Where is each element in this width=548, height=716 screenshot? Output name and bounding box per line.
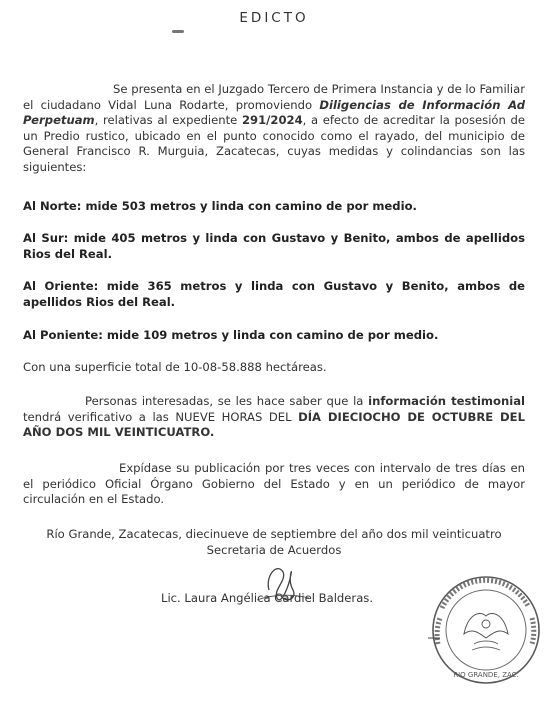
boundary-east: Al Oriente: mide 365 metros y linda con Gustavo y Benito, ambos de apellidos Rios del Real. bbox=[23, 279, 525, 309]
hearing-text-2: tendrá verificativo a las NUEVE HORAS DEL bbox=[23, 409, 299, 424]
hearing-text-1: Personas interesadas, se les hace saber que la bbox=[85, 394, 369, 408]
seal-caption: RIO GRANDE, ZAC. bbox=[453, 671, 519, 679]
scan-mark bbox=[172, 30, 184, 33]
boundary-north: Al Norte: mide 503 metros y linda con camino de por medio. bbox=[23, 199, 417, 213]
intro-paragraph bbox=[23, 82, 525, 176]
court-seal bbox=[428, 574, 544, 686]
place-date: Río Grande, Zacatecas, diecinueve de septiembre del año dos mil veinticuatro bbox=[46, 527, 502, 541]
total-area: Con una superficie total de 10-08-58.888 hectáreas. bbox=[23, 360, 327, 374]
case-number: 291/2024 bbox=[241, 113, 303, 128]
testimonial-info: información testimonial bbox=[368, 394, 525, 408]
publication-paragraph: Expídase su publicación por tres veces con intervalo de tres días en el periódico Oficial Órgano Gobierno del Estado y en un periódico de mayor circulación en el Estado. bbox=[23, 461, 525, 507]
hearing-date: DÍA DIECIOCHO DE OCTUBRE DEL AÑO DOS MIL VEINTICUATRO. bbox=[23, 409, 525, 440]
boundary-west: Al Poniente: mide 109 metros y linda con camino de por medio. bbox=[23, 328, 439, 342]
signer-title: Secretaria de Acuerdos bbox=[206, 543, 342, 557]
intro-text-2: , relativas al expediente bbox=[94, 113, 242, 128]
intro-text-3: , a efecto de acreditar la posesión de un Predio rustico, ubicado en el punto conocido como el rayado, del municipio de General Francisco R. Murguia, Zacatecas, cuyas medidas y colindancias son las siguientes: bbox=[23, 113, 525, 174]
intro-text-1: Se presenta en el Juzgado Tercero de Primera Instancia y de lo Familiar el ciudadano Vidal Luna Rodarte, promoviendo bbox=[23, 82, 525, 112]
procedure-name: Diligencias de Información Ad Perpetuam bbox=[23, 97, 525, 128]
document-title: EDICTO bbox=[239, 10, 309, 26]
boundary-south: Al Sur: mide 405 metros y linda con Gustavo y Benito, ambos de apellidos Rios del Real. bbox=[23, 231, 525, 261]
hearing-paragraph bbox=[23, 394, 525, 441]
signer-name: Lic. Laura Angélica Cardiel Balderas. bbox=[161, 591, 374, 605]
